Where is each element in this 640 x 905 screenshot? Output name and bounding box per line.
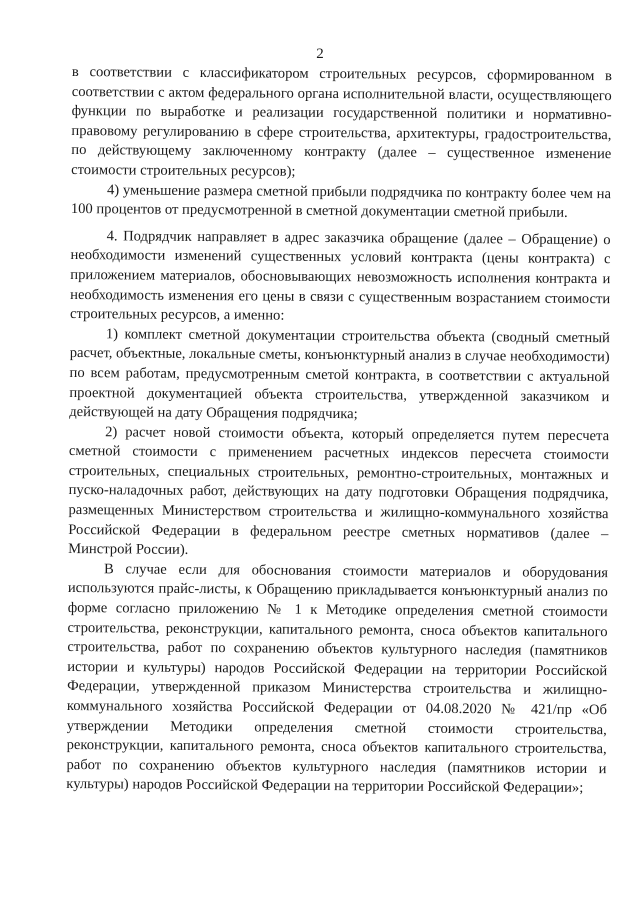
paragraph-item-4-profit: 4) уменьшение размера сметной прибыли подрядчика по контракту более чем на 100 процентов от предусмотренной в сметной документации сметной прибыли. — [70, 181, 612, 222]
page-number: 2 — [316, 46, 324, 62]
paragraph-item-2-calculation: 2) расчет новой стоимости объекта, который определяется путем пересчета сметной стоимости с применением расчетных индексов пересчета стоимости строительных, специальных строительных, ремонтно-строительных, монтажных и пуско-наладочных работ, действующих на дату подготовки Обращения подрядчика, размещенных Министерством строительства и жилищно-коммунального хозяйства Российской Федерации в федеральном реестре сметных нормативов (далее – Минстрой России). — [68, 423, 610, 559]
paragraph-section-4: 4. Подрядчик направляет в адрес заказчика обращение (далее – Обращение) о необходимости изменений существенных условий контракта (цены контракта) с приложением материалов, обосновывающих невозможность исполнения контракта и необходимость изменения его цены в связи с существенным возрастанием стоимости строительных ресурсов, а именно: — [69, 228, 611, 324]
paragraph-price-lists: В случае если для обоснования стоимости материалов и оборудования используются прайс-листы, к Обращению прикладывается конъюнктурный анализ по форме согласно приложению № 1 к Методике определения сметной стоимости строительства, реконструкции, капитального ремонта, сноса объектов капитального строительства, работ по сохранению объектов культурного наследия (памятников истории и культуры) народов Российской Федерации на территории Российской Федерации, утвержденной приказом Министерства строительства и жилищно-коммунального хозяйства Российской Федерации от 04.08.2020 № 421/пр «Об утверждении Методики определения сметной стоимости строительства, реконструкции, капитального ремонта, сноса объектов капитального строительства, работ по сохранению объектов культурного наследия (памятников истории и культуры) народов Российской Федерации на территории Российской Федерации»; — [66, 561, 609, 797]
document-body — [66, 63, 612, 799]
paragraph-item-1-estimate: 1) комплект сметной документации строительства объекта (сводный сметный расчет, объектные, локальные сметы, конъюнктурный анализ в случае необходимости) по всем работам, предусмотренным сметой контракта, в соответствии с актуальной проектной документацией объекта строительства, утвержденной заказчиком и действующей на дату Обращения подрядчика; — [69, 325, 610, 423]
paragraph-classifier: в соответствии с классификатором строительных ресурсов, сформированном в соответствии с актом федерального органа исполнительной власти, осуществляющего функции по выработке и реализации государственной политики и нормативно-правовому регулированию в сфере строительства, архитектуры, градостроительства, по действующему заключенному контракту (далее – существенное изменение стоимости строительных ресурсов); — [71, 63, 612, 180]
